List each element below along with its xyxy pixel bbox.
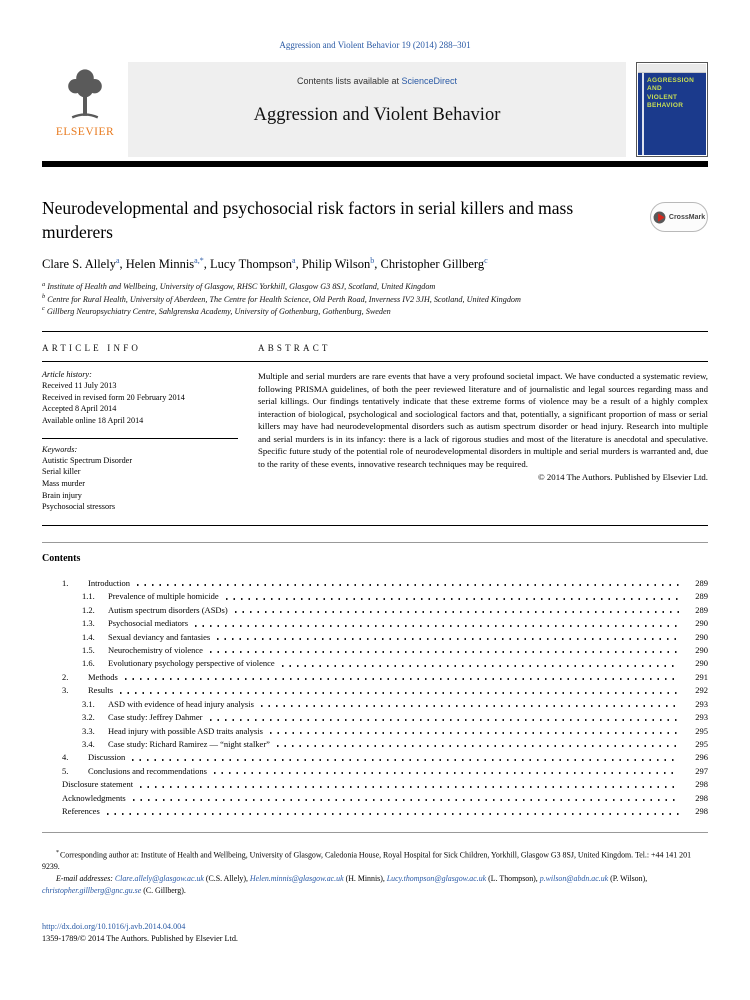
toc-number: 3.1.	[82, 698, 95, 709]
author-separator: ,	[295, 257, 302, 272]
toc-entry[interactable]	[42, 751, 708, 764]
toc-leader	[217, 638, 679, 640]
article-title: Neurodevelopmental and psychosocial risk factors in serial killers and mass murderers	[42, 198, 574, 242]
abstract-column	[242, 370, 708, 513]
toc-page-number: 290	[695, 645, 708, 656]
article-history-list	[42, 380, 242, 427]
toc-leader	[137, 584, 679, 586]
elsevier-wordmark: ELSEVIER	[55, 126, 115, 138]
author-affiliation-ref[interactable]: b	[370, 256, 375, 266]
toc-label: Prevalence of multiple homicide	[108, 591, 219, 602]
doi-link[interactable]: http://dx.doi.org/10.1016/j.avb.2014.04.004	[42, 922, 186, 931]
toc-entry[interactable]	[42, 778, 708, 791]
keywords-list	[42, 455, 238, 513]
toc-entry[interactable]	[42, 765, 708, 778]
cover-title-line: VIOLENT	[647, 93, 678, 101]
journal-citation-link[interactable]: Aggression and Violent Behavior 19 (2014) 288–301	[279, 40, 471, 50]
author-affiliation-ref[interactable]: a	[115, 256, 120, 266]
toc-label: Acknowledgments	[62, 792, 126, 803]
toc-label: Head injury with possible ASD traits analysis	[108, 725, 263, 736]
toc-label: Results	[88, 685, 114, 696]
email-link[interactable]: christopher.gillberg@gnc.gu.se	[42, 886, 142, 896]
toc-label: Case study: Richard Ramirez — “night stalker”	[108, 738, 270, 749]
toc-page-number: 290	[695, 618, 708, 629]
affiliation	[42, 294, 708, 306]
crossmark-badge[interactable]	[650, 202, 708, 232]
toc-entry[interactable]	[42, 725, 708, 738]
toc-number: 3.	[62, 685, 69, 696]
toc-leader	[107, 813, 679, 815]
author-separator: ,	[119, 257, 126, 272]
toc-entry[interactable]	[42, 590, 708, 603]
email-link[interactable]: Lucy.thompson@glasgow.ac.uk	[386, 874, 487, 884]
toc-entry[interactable]	[42, 671, 708, 684]
author-separator: ,	[203, 257, 210, 272]
email-list	[42, 874, 647, 895]
journal-cover-thumbnail[interactable]	[636, 62, 708, 157]
email-owner: (C. Gillberg).	[141, 886, 186, 896]
affiliation-text: Centre for Rural Health, University of Aberdeen, The Centre for Health Science, Old Perth Road, Inverness IV2 3JH, Scotland, United Kingdom	[47, 294, 521, 304]
toc-leader	[132, 759, 679, 761]
affiliation-list	[42, 281, 708, 318]
toc-number: 3.3.	[82, 725, 95, 736]
toc-leader	[261, 705, 679, 707]
email-link[interactable]: p.wilson@abdn.ac.uk	[539, 874, 609, 884]
toc-page-number: 290	[695, 658, 708, 669]
toc-leader	[140, 786, 679, 788]
contents-lists-line	[128, 76, 626, 86]
abstract-heading: ABSTRACT	[258, 343, 331, 354]
history-item: Received in revised form 20 February 2014	[42, 392, 185, 402]
toc-label: Case study: Jeffrey Dahmer	[108, 712, 203, 723]
email-owner: (P. Wilson),	[608, 874, 648, 884]
contents-heading: Contents	[42, 552, 81, 564]
toc-entry[interactable]	[42, 617, 708, 630]
toc-label: Methods	[88, 671, 118, 682]
toc-leader	[282, 665, 679, 667]
footnote-marker: *	[56, 850, 59, 856]
toc-entry[interactable]	[42, 698, 708, 711]
toc-page-number: 298	[695, 806, 708, 817]
toc-number: 1.2.	[82, 604, 95, 615]
affiliation-text: Institute of Health and Wellbeing, University of Glasgow, RHSC Yorkhill, Glasgow G3 8SJ, Scotland, United Kingdom	[47, 282, 436, 292]
article-info-heading: ARTICLE INFO	[42, 343, 142, 354]
toc-entry[interactable]	[42, 631, 708, 644]
toc-leader	[226, 598, 679, 600]
author-name: Philip Wilson	[301, 257, 371, 272]
toc-leader	[214, 772, 679, 774]
affiliation-text: Gillberg Neuropsychiatry Centre, Sahlgrenska Academy, University of Gothenburg, Gothenburg, Sweden	[46, 306, 391, 316]
toc-entry[interactable]	[42, 577, 708, 590]
email-link[interactable]: Clare.allely@glasgow.ac.uk	[114, 874, 204, 884]
toc-label: Conclusions and recommendations	[88, 765, 207, 776]
toc-page-number: 293	[695, 698, 708, 709]
author-name: Clare S. Allely	[42, 257, 116, 272]
toc-page-number: 292	[695, 685, 708, 696]
page-footer	[42, 921, 238, 946]
author-affiliation-ref[interactable]: c	[484, 256, 488, 266]
toc-entry[interactable]	[42, 711, 708, 724]
issn-copyright-line: 1359-1789/© 2014 The Authors. Published by Elsevier Ltd.	[42, 934, 238, 944]
toc-page-number: 291	[695, 671, 708, 682]
abstract-text: Multiple and serial murders are rare events that have a very profound societal impact. We have conducted a systematic review, following PRISMA guidelines, of both the peer reviewed literature and of journalistic and legal sources regarding mass and serial killings. Our findings tentatively indicate that these extreme forms of violence may be a result of a highly complex interaction of biological, psychological and sociological factors and that, potentially, a significant proportion of mass or serial killers may have had neurodevelopmental disorders such as autism spectrum disorder or head injury. Research into multiple and serial murders is in its infancy: there is a lack of rigorous studies and most of the literature is anecdotal and speculative. Specific future study of the potential role of neurodevelopmental disorders in multiple and serial murders is warranted and, due to the rarity of these events, innovative research techniques may be required.	[258, 371, 708, 469]
sciencedirect-link[interactable]: ScienceDirect	[401, 76, 458, 86]
toc-number: 3.4.	[82, 738, 95, 749]
toc-page-number: 297	[695, 765, 708, 776]
toc-entry[interactable]	[42, 792, 708, 805]
journal-title[interactable]: Aggression and Violent Behavior	[253, 105, 501, 125]
keywords-block	[42, 438, 238, 513]
history-item: Received 11 July 2013	[42, 381, 117, 391]
email-owner: (H. Minnis),	[343, 874, 387, 884]
footnotes	[42, 849, 708, 897]
article-info-column	[42, 370, 242, 513]
toc-page-number: 289	[695, 577, 708, 588]
author-affiliation-ref[interactable]: a,*	[194, 256, 204, 266]
header-center-panel	[128, 62, 626, 157]
toc-leader	[235, 611, 679, 613]
toc-leader	[277, 745, 679, 747]
corresponding-author-text: Corresponding author at: Institute of Health and Wellbeing, University of Glasgow, Caledonia House, Royal Hospital for Sick Children, Yorkhill, Glasgow G3 8SJ, United Kingdom. Tel.: +44 141 201 9239.	[42, 850, 692, 872]
cover-title-line: AND	[647, 85, 662, 93]
affiliation	[42, 306, 708, 318]
corresponding-author-note	[42, 849, 708, 873]
affiliation	[42, 281, 708, 293]
email-owner: (C.S. Allely),	[203, 874, 250, 884]
toc-label: Autism spectrum disorders (ASDs)	[108, 604, 228, 615]
crossmark-icon	[653, 211, 666, 224]
email-addresses-line	[42, 873, 708, 897]
toc-label: Discussion	[88, 752, 126, 763]
toc-number: 1.	[62, 577, 69, 588]
history-item: Accepted 8 April 2014	[42, 404, 117, 414]
abstract-copyright: © 2014 The Authors. Published by Elsevier Ltd.	[538, 472, 708, 483]
title-row	[42, 197, 708, 244]
toc-leader	[270, 732, 679, 734]
toc-page-number: 289	[695, 591, 708, 602]
toc-number: 3.2.	[82, 712, 95, 723]
cover-title-line: AGGRESSION	[647, 77, 695, 84]
toc-leader	[133, 799, 679, 801]
toc-number: 5.	[62, 765, 69, 776]
contents-lists-prefix: Contents lists available at	[296, 76, 402, 86]
affiliation-marker: c	[42, 305, 45, 313]
toc-page-number: 289	[695, 604, 708, 615]
toc-page-number: 296	[695, 752, 708, 763]
toc-number: 1.5.	[82, 645, 95, 656]
keyword-item: Autistic Spectrum Disorder	[42, 455, 133, 465]
email-label: E-mail addresses:	[56, 874, 113, 884]
cover-top-band	[638, 64, 706, 73]
toc-entry[interactable]	[42, 684, 708, 697]
toc-label: Sexual deviancy and fantasies	[108, 631, 211, 642]
journal-header	[42, 62, 708, 157]
toc-page-number: 295	[695, 738, 708, 749]
toc-page-number: 295	[695, 725, 708, 736]
toc-leader	[125, 678, 679, 680]
history-item: Available online 18 April 2014	[42, 416, 144, 426]
keyword-item: Brain injury	[42, 490, 82, 500]
article-history-label: Article history:	[42, 370, 92, 380]
keyword-item: Psychosocial stressors	[42, 502, 115, 512]
toc-number: 2.	[62, 671, 69, 682]
toc-number: 1.4.	[82, 631, 95, 642]
toc-list	[42, 577, 708, 819]
crossmark-label: CrossMark	[668, 213, 706, 221]
author-name: Helen Minnis	[125, 257, 195, 272]
author-list	[42, 257, 708, 272]
affiliation-marker: b	[42, 292, 46, 300]
toc-label: Neurochemistry of violence	[108, 645, 203, 656]
toc-label: Disclosure statement	[62, 779, 134, 790]
keywords-label: Keywords:	[42, 444, 78, 454]
cover-title-line: BEHAVIOR	[647, 102, 684, 110]
journal-cover-art	[638, 64, 706, 155]
author-name: Christopher Gillberg	[380, 257, 485, 272]
affiliation-marker: a	[42, 280, 46, 288]
author-separator: ,	[374, 257, 381, 272]
toc-leader	[120, 692, 679, 694]
elsevier-logo[interactable]	[42, 62, 128, 157]
toc-label: Psychosocial mediators	[108, 618, 189, 629]
email-owner: (L. Thompson),	[486, 874, 540, 884]
toc-label: ASD with evidence of head injury analysis	[108, 698, 254, 709]
toc-page-number: 298	[695, 792, 708, 803]
toc-entry[interactable]	[42, 657, 708, 670]
toc-label: Evolutionary psychology perspective of violence	[108, 658, 275, 669]
toc-label: Introduction	[88, 577, 131, 588]
toc-entry[interactable]	[42, 805, 708, 818]
info-abstract-headings	[42, 332, 708, 362]
cover-left-strip	[642, 73, 644, 155]
author-affiliation-ref[interactable]: a	[292, 256, 296, 266]
email-link[interactable]: Helen.minnis@glasgow.ac.uk	[249, 874, 344, 884]
toc-number: 1.3.	[82, 618, 95, 629]
table-of-contents	[42, 542, 708, 833]
elsevier-tree-icon	[61, 65, 109, 125]
keyword-item: Mass murder	[42, 478, 85, 488]
toc-label: References	[62, 806, 100, 817]
header-divider-bar	[42, 161, 708, 167]
toc-leader	[210, 719, 680, 721]
toc-number: 4.	[62, 752, 69, 763]
keyword-item: Serial killer	[42, 467, 81, 477]
toc-leader	[195, 625, 679, 627]
toc-number: 1.6.	[82, 658, 95, 669]
toc-entry[interactable]	[42, 644, 708, 657]
info-abstract-body	[42, 362, 708, 525]
toc-page-number: 298	[695, 779, 708, 790]
author-name: Lucy Thompson	[209, 257, 293, 272]
toc-leader	[210, 651, 679, 653]
toc-number: 1.1.	[82, 591, 95, 602]
cover-title	[638, 73, 706, 111]
toc-page-number: 293	[695, 712, 708, 723]
info-abstract-section	[42, 331, 708, 526]
toc-entry[interactable]	[42, 738, 708, 751]
toc-entry[interactable]	[42, 604, 708, 617]
toc-page-number: 290	[695, 631, 708, 642]
